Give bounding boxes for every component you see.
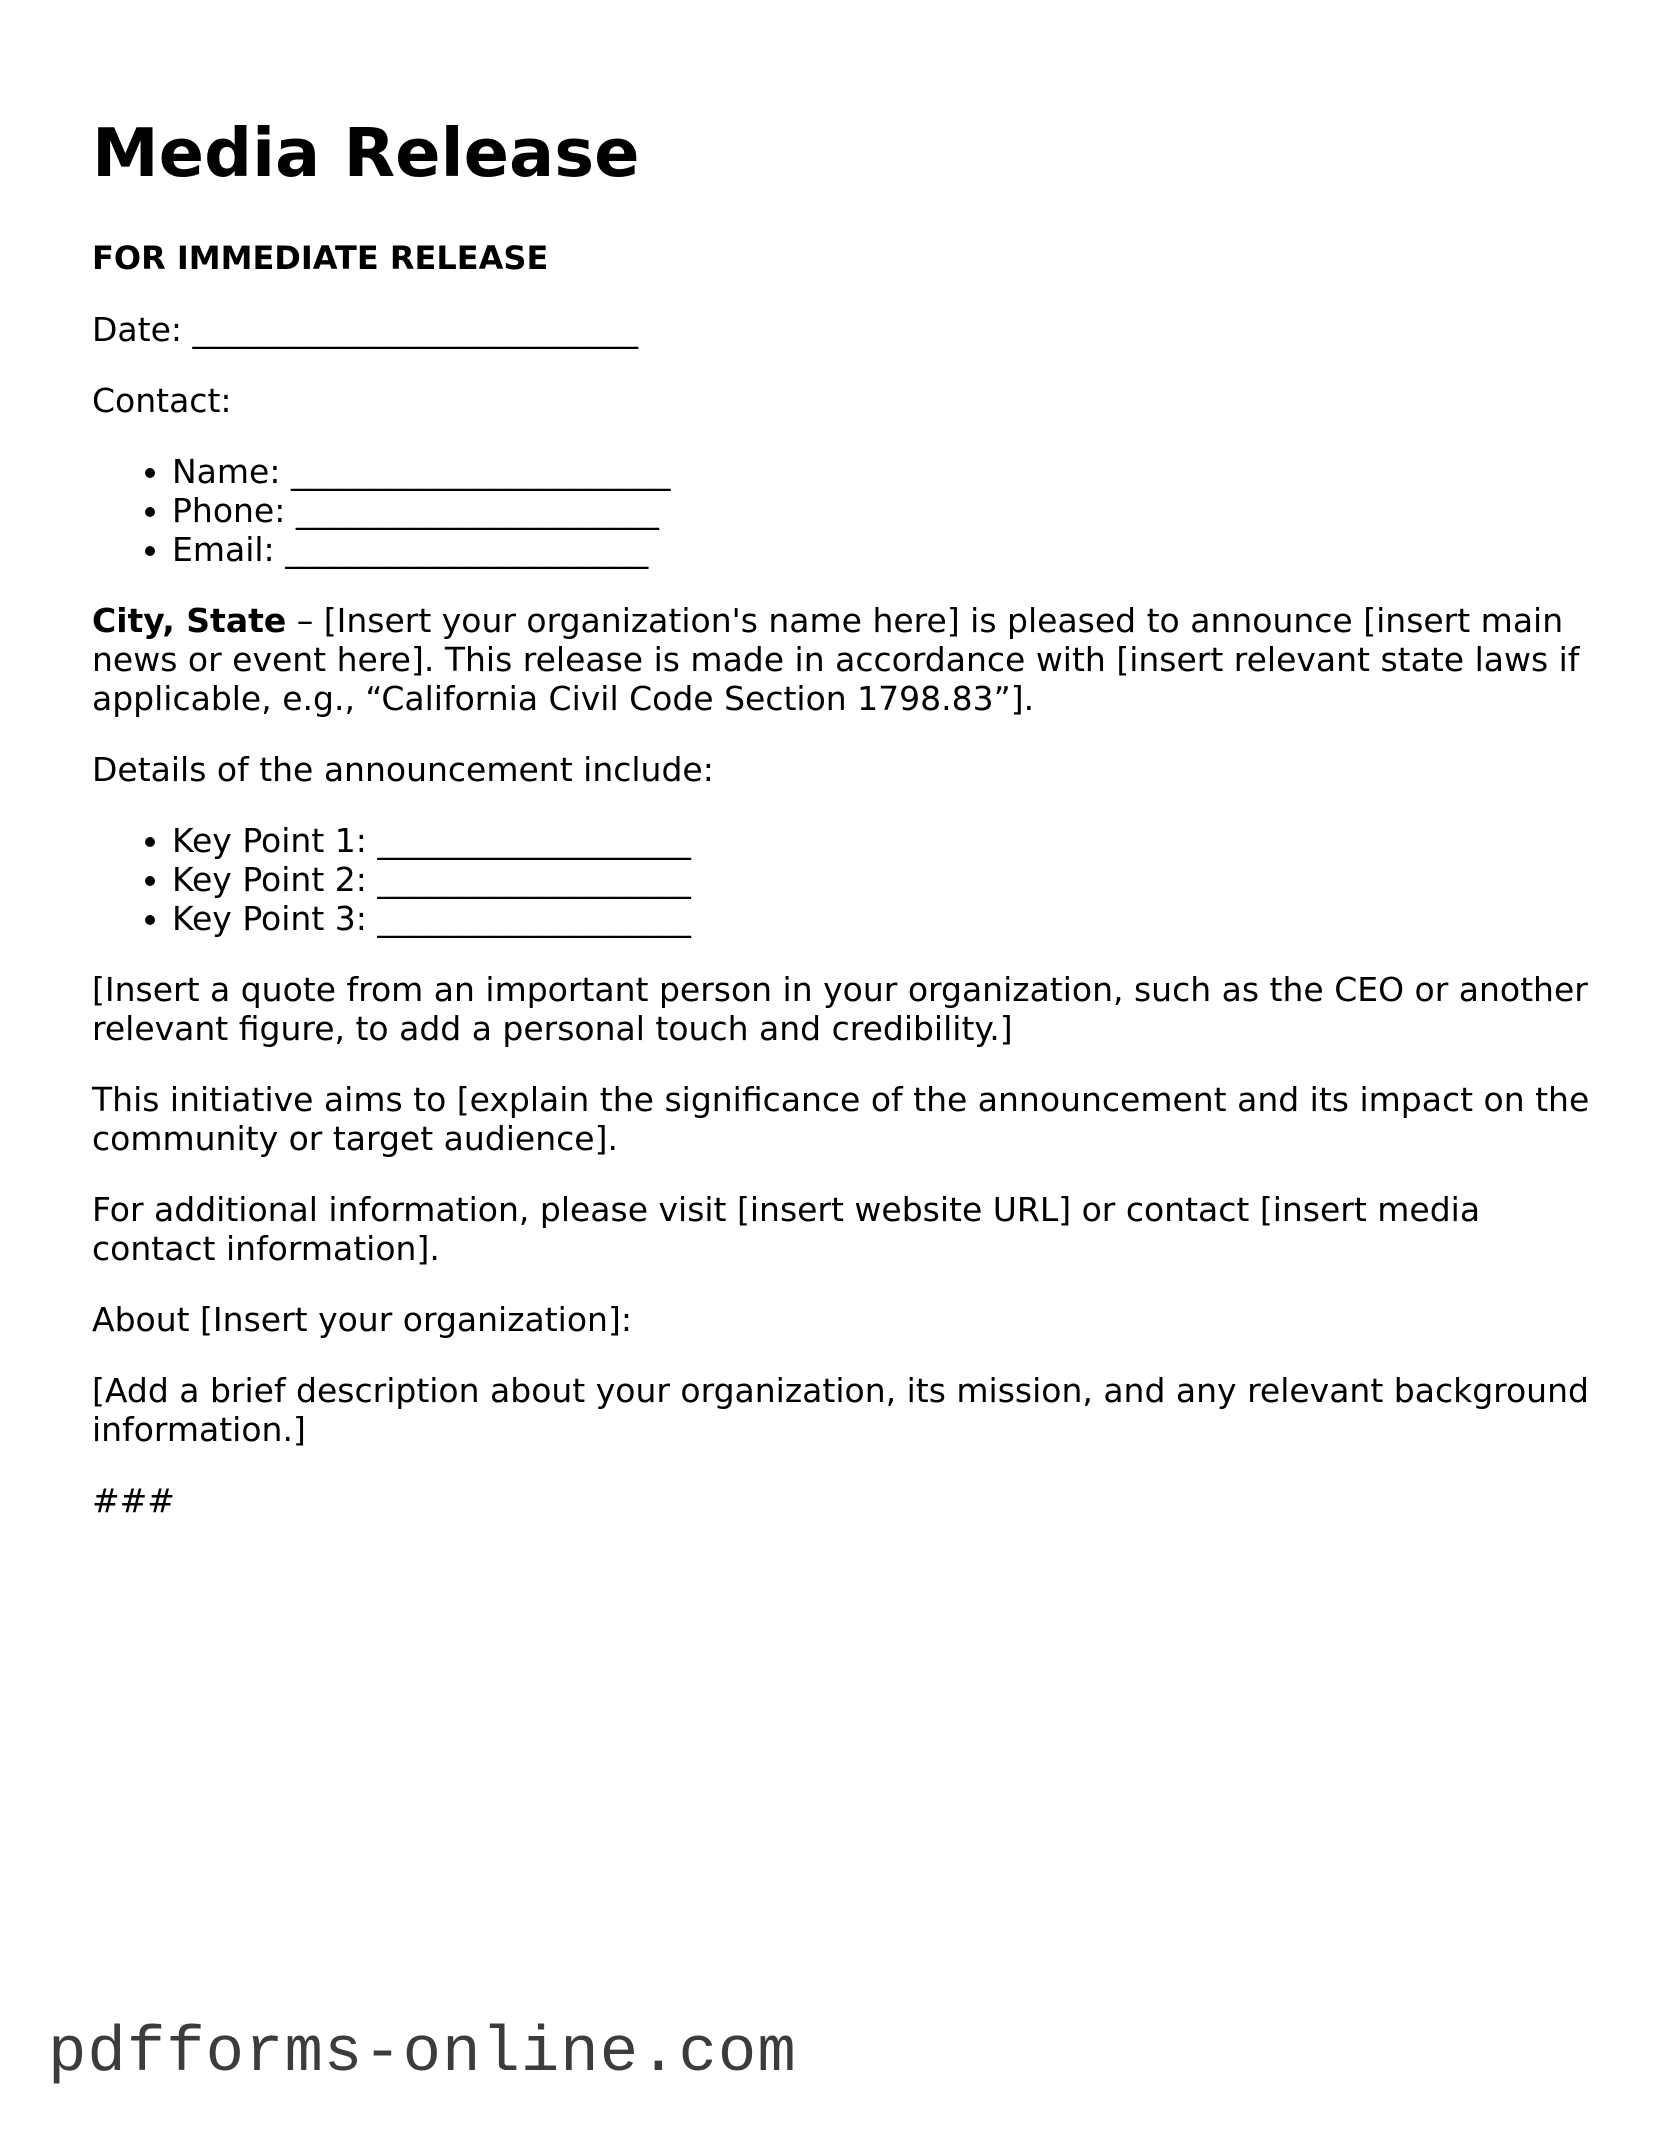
contact-item-name (172, 452, 1592, 491)
about-label: About [Insert your organization]: (92, 1300, 632, 1339)
contact-item-blank: ______________________ (285, 530, 649, 569)
contact-item-email (172, 530, 1592, 569)
quote-paragraph: [Insert a quote from an important person in your organization, such as the CEO or another relevant figure, to add a personal touch and credibility.] (92, 970, 1588, 1048)
key-point-blank: ___________________ (377, 899, 691, 938)
details-label: Details of the announcement include: (92, 750, 714, 789)
key-point-label: Key Point 3: (172, 899, 367, 938)
key-point-item (172, 899, 1592, 938)
date-label: Date: (92, 310, 182, 349)
release-tag: FOR IMMEDIATE RELEASE (92, 239, 549, 277)
watermark: pdfforms-online.com (48, 2018, 797, 2090)
key-point-label: Key Point 2: (172, 860, 367, 899)
key-point-blank: ___________________ (377, 821, 691, 860)
intro-paragraph (92, 601, 1592, 718)
end-mark: ### (92, 1481, 175, 1520)
document-page (92, 108, 1592, 1520)
about-paragraph: [Add a brief description about your organization, its mission, and any relevant background information.] (92, 1371, 1589, 1449)
date-blank: ___________________________ (192, 310, 638, 349)
additional-info-paragraph: For additional information, please visit [insert website URL] or contact [insert media contact information]. (92, 1190, 1481, 1268)
contact-item-label: Email: (172, 530, 275, 569)
key-point-item (172, 860, 1592, 899)
date-line (92, 310, 1592, 349)
page-title: Media Release (92, 114, 640, 192)
intro-location: City, State (92, 601, 287, 640)
intro-text: – [Insert your organization's name here] is pleased to announce [insert main news or event here]. This release is made in accordance with [insert relevant state laws if applicable, e.g., “California Civil Code Section 1798.83”]. (92, 601, 1580, 718)
contact-label: Contact: (92, 381, 232, 420)
contact-item-label: Phone: (172, 491, 286, 530)
contact-item-blank: _______________________ (290, 452, 671, 491)
contact-list (92, 452, 1592, 569)
contact-item-blank: ______________________ (295, 491, 659, 530)
contact-item-label: Name: (172, 452, 281, 491)
contact-item-phone (172, 491, 1592, 530)
key-point-item (172, 821, 1592, 860)
initiative-paragraph: This initiative aims to [explain the significance of the announcement and its impact on the community or target audience]. (92, 1080, 1590, 1158)
key-point-label: Key Point 1: (172, 821, 367, 860)
details-list (92, 821, 1592, 938)
key-point-blank: ___________________ (377, 860, 691, 899)
